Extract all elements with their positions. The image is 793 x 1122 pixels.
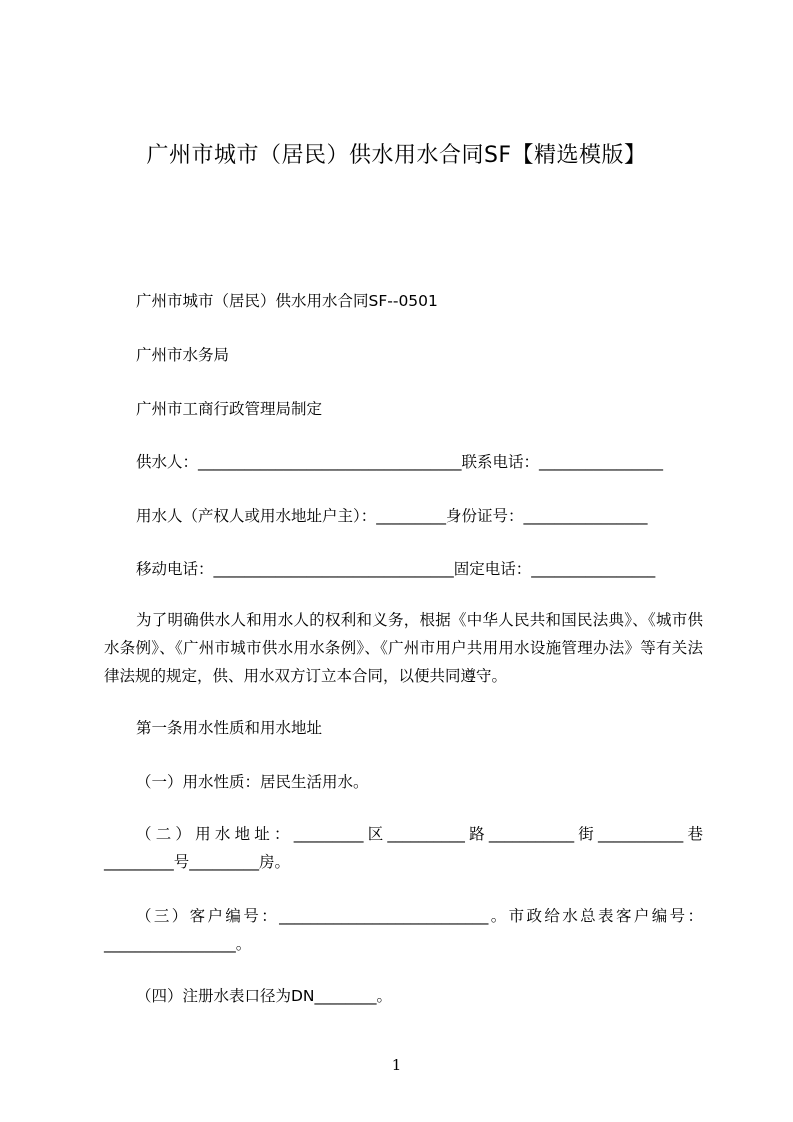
issuer-water-bureau: 广州市水务局 xyxy=(136,346,230,364)
mobile-field: 移动电话：_______________________________固定电话：________________ xyxy=(136,560,656,578)
article-1-item-2: （二）用水地址：_________区__________路___________街___________巷_________号_________房。 xyxy=(104,825,703,871)
article-1-item-1: （一）用水性质：居民生活用水。 xyxy=(136,773,369,791)
issuer-commerce-bureau: 广州市工商行政管理局制定 xyxy=(136,400,323,418)
contract-code: 广州市城市（居民）供水用水合同SF--0501 xyxy=(136,292,438,310)
page-number: 1 xyxy=(391,1056,402,1074)
user-field: 用水人（产权人或用水地址户主）：_________身份证号：________________ xyxy=(136,507,648,525)
intro-paragraph: 为了明确供水人和用水人的权利和义务，根据《中华人民共和国民法典》、《城市供水条例》、《广州市城市供水用水条例》、《广州市用户共用用水设施管理办法》等有关法律法规的规定，供、用水双方订立本合同，以便共同遵守。 xyxy=(104,611,703,685)
article-1-heading: 第一条用水性质和用水地址 xyxy=(136,719,323,737)
article-1-item-4: （四）注册水表口径为DN________。 xyxy=(136,987,393,1005)
document-title: 广州市城市（居民）供水用水合同SF【精选模版】 xyxy=(146,143,647,168)
supplier-field: 供水人：__________________________________联系电话：________________ xyxy=(136,453,664,471)
article-1-item-3: （三）客户编号：___________________________。市政给水总表客户编号：_________________。 xyxy=(104,907,703,953)
